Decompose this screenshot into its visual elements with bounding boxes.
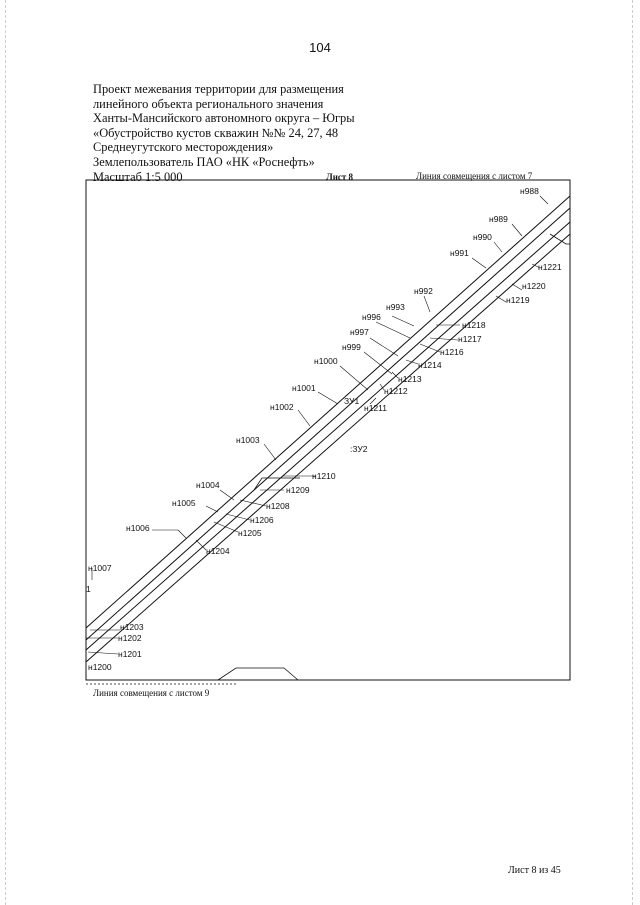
point-label: н1210 (312, 471, 336, 481)
point-label: н996 (362, 312, 381, 322)
point-label: н989 (489, 214, 508, 224)
point-label: н1203 (120, 622, 144, 632)
point-label: н1001 (292, 383, 316, 393)
point-label: н1213 (398, 374, 422, 384)
point-label: н1206 (250, 515, 274, 525)
map-frame (86, 180, 570, 680)
scale-line: Масштаб 1:5 000 (93, 169, 183, 184)
point-label: н991 (450, 248, 469, 258)
edge-label: 1 (86, 584, 91, 594)
boundary-line (86, 222, 570, 650)
title-line: Ханты-Мансийского автономного округа – Югры (93, 111, 355, 126)
page-footer: Лист 8 из 45 (508, 865, 561, 876)
point-label: н1209 (286, 485, 310, 495)
boundary-line (86, 196, 570, 628)
zone-label: :ЗУ2 (350, 444, 368, 454)
point-label: н1219 (506, 295, 530, 305)
point-label: н1003 (236, 435, 260, 445)
title-line: Среднеугутского месторождения» (93, 140, 274, 155)
point-label: н990 (473, 232, 492, 242)
point-label: н999 (342, 342, 361, 352)
point-label: н1002 (270, 402, 294, 412)
point-label: н1216 (440, 347, 464, 357)
point-label: н1218 (462, 320, 486, 330)
sheet-label: Лист 8 (326, 172, 354, 182)
boundary-line (86, 208, 570, 640)
title-line: линейного объекта регионального значения (93, 96, 324, 111)
point-label: н1200 (88, 662, 112, 672)
point-label: н992 (414, 286, 433, 296)
point-label: н1214 (418, 360, 442, 370)
point-label: н1006 (126, 523, 150, 533)
point-label: н993 (386, 302, 405, 312)
point-label: н1205 (238, 528, 262, 538)
page-number: 104 (309, 40, 331, 55)
point-label: н1007 (88, 563, 112, 573)
point-label: н1211 (364, 403, 387, 413)
point-label: н1221 (538, 262, 562, 272)
combine-line-bottom-label: Линия совмещения с листом 9 (93, 688, 210, 698)
boundary-line (86, 234, 570, 662)
point-label: н1202 (118, 633, 142, 643)
terrain-feature (218, 668, 298, 680)
zone-label: ЗУ1 (344, 396, 360, 406)
point-label: н1208 (266, 501, 290, 511)
point-label: н1220 (522, 281, 546, 291)
point-label: н1005 (172, 498, 196, 508)
title-line: «Обустройство кустов скважин №№ 24, 27, 48 (93, 125, 339, 140)
title-line: Проект межевания территории для размещения (93, 82, 344, 96)
title-line: Землепользователь ПАО «НК «Роснефть» (93, 154, 315, 169)
point-label: н1000 (314, 356, 338, 366)
combine-line-top-label: Линия совмещения с листом 7 (416, 171, 533, 181)
point-label: н988 (520, 186, 539, 196)
point-label: н1201 (118, 649, 142, 659)
point-label: н997 (350, 327, 369, 337)
point-label: н1217 (458, 334, 482, 344)
point-label: н1004 (196, 480, 220, 490)
point-label: н1204 (206, 546, 230, 556)
point-label: н1212 (384, 386, 408, 396)
